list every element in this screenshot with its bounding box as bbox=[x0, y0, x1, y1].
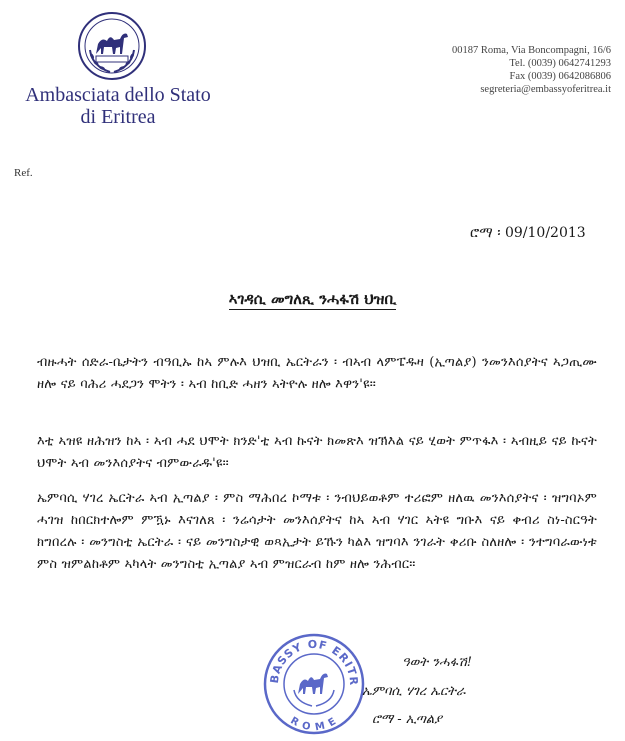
letter-title bbox=[0, 290, 625, 308]
contact-tel: Tel. (0039) 0642741293 bbox=[509, 58, 611, 69]
camel-emblem-icon bbox=[76, 10, 148, 82]
contact-block bbox=[371, 44, 611, 96]
stamp-bottom-text: ROME bbox=[288, 715, 340, 734]
contact-email: segreteria@embassyoferitrea.it bbox=[480, 84, 611, 95]
contact-address: 00187 Roma, Via Boncompagni, 16/6 bbox=[452, 45, 611, 56]
contact-fax: Fax (0039) 0642086806 bbox=[509, 71, 611, 82]
letter-title-text: ኣገዳሲ መግለጺ ንሓፋሽ ህዝቢ bbox=[228, 290, 397, 308]
embassy-name bbox=[8, 84, 228, 128]
letter-date: ሮማ ፡ 09/10/2013 bbox=[470, 225, 586, 241]
closing-embassy: ኤምባሲ ሃገረ ኤርትራ bbox=[362, 684, 466, 699]
embassy-emblem bbox=[76, 10, 148, 82]
ref-label: Ref. bbox=[14, 167, 33, 179]
camel-stamp-icon bbox=[262, 632, 366, 736]
closing-location: ሮማ - ኢጣልያ bbox=[372, 712, 443, 727]
closing-slogan: ዓወት ንሓፋሽ! bbox=[402, 655, 472, 670]
embassy-name-line1: Ambasciata dello Stato bbox=[25, 84, 211, 106]
paragraph-3: ኤምባሲ ሃገረ ኤርትራ ኣብ ኢጣልያ ፡ ምስ ማሕበረ ኮማቱ ፡ ንብህይወቶም ተሪፎም ዘለዉ መንእሰያትና ፡ ዝግባኦም ሓገዝ ከበርክተሎም ምዃኑ እናገለጸ ፡ ንሬሳታት መንእሰያትና ከኣ ኣብ ሃገር ኣትዩ ግቡእ ናይ ቀብሪ ስነ-ስርዓት ክግበረሉ ፡ መንግስቲ ኤርትራ ፡ ናይ መንግስታዊ ወጻኢታት ይኹን ካልእ ዝግባእ ንገራት ቀሪቡ ስለዘሎ ፡ ንተግባራውነቱ ምስ ዝምልከቶም ኣካላት መንግስቲ ኢጣልያ ኣብ ምዝርራብ ከም ዘሎ ንሕብር። bbox=[37, 491, 597, 572]
stamp-top-text: BASSY OF ERITR bbox=[267, 637, 361, 687]
paragraph-1: ብዙሓት ሰድራ-ቤታትን ብዓቢኡ ከኣ ምሉእ ህዝቢ ኤርትራን ፡ ብኣብ ላምፔዱዛ (ኢጣልያ) ንመንእሰያትና ኣጋጢሙ ዘሎ ናይ ባሕሪ ሓደጋን ሞትን ፡ ኣብ ከቢድ ሓዘን ኣትዮሉ ዘሎ እዋን'ዩ። bbox=[37, 355, 597, 392]
embassy-name-line2: di Eritrea bbox=[80, 106, 156, 128]
paragraph-2: እቲ ኣዝዩ ዘሕዝን ከኣ ፡ ኣብ ሓደ ህሞት ክንድ'ቲ ኣብ ኩናት ክመጽእ ዝኽእል ናይ ሂወት ምጥፋእ ፡ ኣብዚይ ናይ ኩናት ህሞት ኣብ መንእሰያትና ብምውራዱ'ዩ። bbox=[37, 434, 597, 471]
official-stamp bbox=[262, 632, 366, 736]
